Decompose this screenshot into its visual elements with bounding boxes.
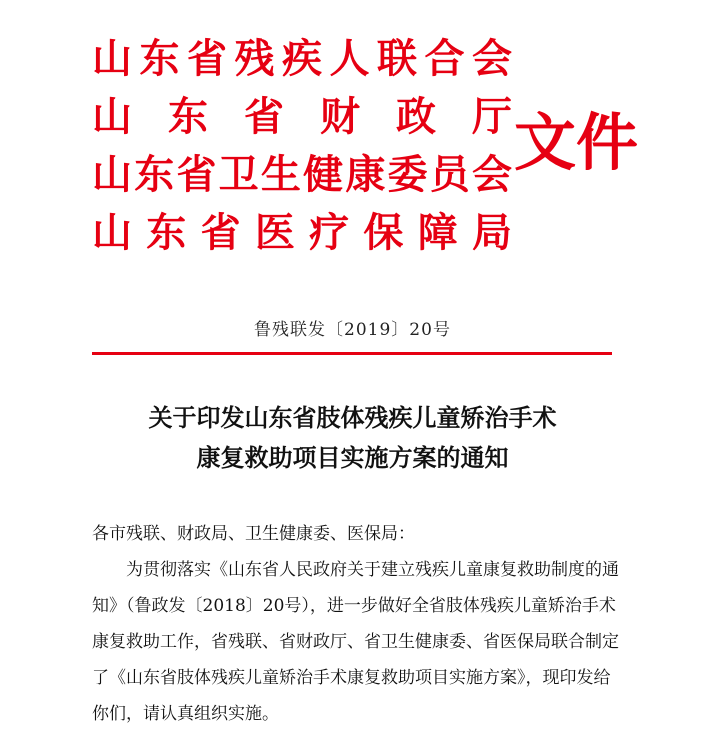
issuer-medical-security-bureau: 山 东 省 医 疗 保 障 局 [92,210,512,256]
issuer-finance-department: 山 东 省 财 政 厅 [92,94,512,140]
notice-title-line-2: 康复救助项目实施方案的通知 [196,444,509,472]
notice-title [0,398,705,478]
document-number: 鲁残联发〔2019〕20号 [254,320,451,340]
document-word: 文件 [514,106,639,179]
issuer-disabled-persons-federation: 山 东 省 残 疾 人 联 合 会 [92,36,512,82]
body-paragraph: 为贯彻落实《山东省人民政府关于建立残疾儿童康复救助制度的通知》（鲁政发〔2018〕20号），进一步做好全省肢体残疾儿童矫治手术康复救助工作，省残联、省财政厅、省卫生健康委、省医保局联合制定了《山东省肢体残疾儿童矫治手术康复救助项目实施方案》，现印发给你们，请认真组织实施。 [92,560,619,724]
red-divider [92,352,612,355]
notice-body [92,516,620,732]
issuer-health-commission: 山 东 省 卫 生 健 康 委 员 会 [92,152,512,198]
notice-title-line-1: 关于印发山东省肢体残疾儿童矫治手术 [148,404,557,432]
issuer-block [92,30,512,262]
salutation: 各市残联、财政局、卫生健康委、医保局： [92,524,415,544]
